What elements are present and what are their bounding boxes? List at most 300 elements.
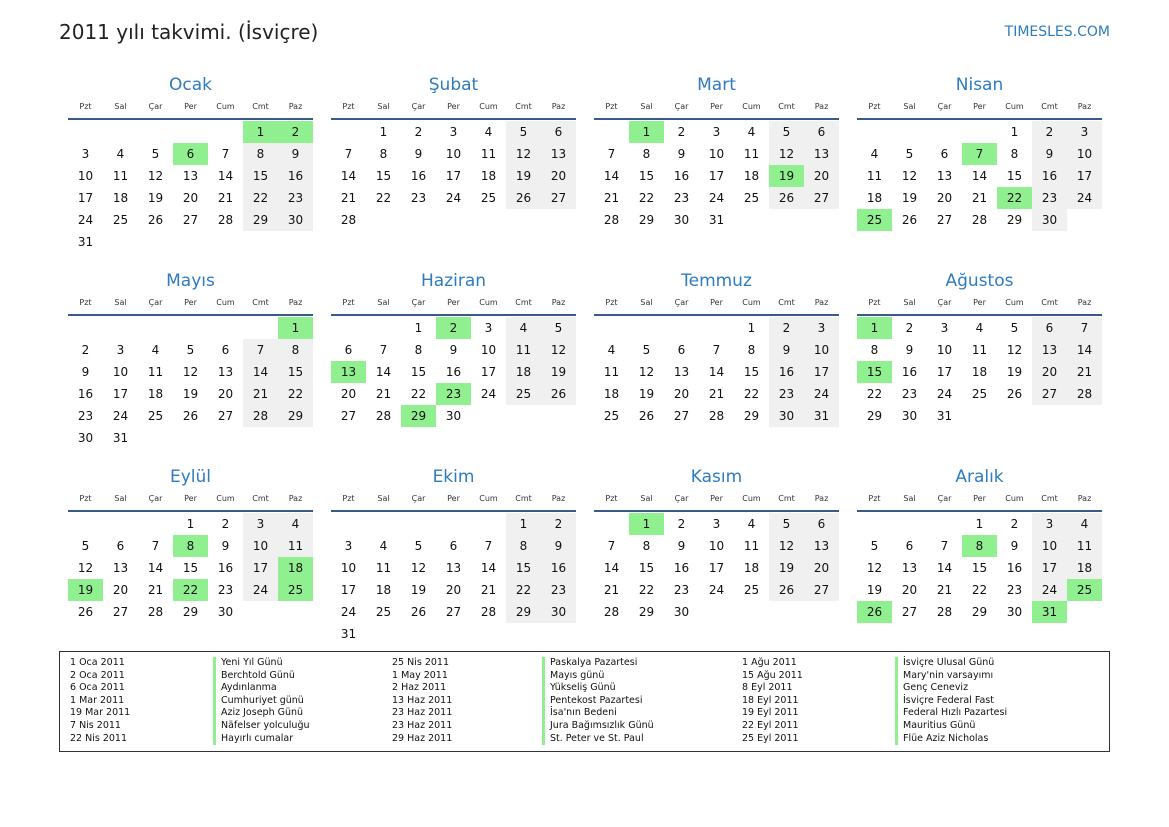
day-cell: 7 — [344, 147, 353, 161]
weekday-label: Paz — [551, 494, 566, 503]
week-row — [68, 405, 313, 427]
month-name: Mart — [697, 75, 736, 95]
day-cell: 6 — [541, 121, 576, 143]
day-cell: 12 — [901, 169, 918, 183]
weekday-label: Per — [710, 102, 723, 111]
weekday-header — [594, 96, 839, 118]
day-cell: 14 — [243, 361, 278, 383]
day-cell: 19 — [410, 583, 427, 597]
day-cell: 22 — [506, 579, 541, 601]
header-divider — [331, 118, 576, 120]
legend-holiday-name: Aziz Joseph Günü — [213, 707, 310, 720]
day-cell: 24 — [1067, 187, 1102, 209]
day-cell: 17 — [77, 191, 94, 205]
legend-names-column — [895, 657, 1007, 745]
legend-holiday-name: Berchtold Günü — [213, 670, 310, 683]
legend-date: 8 Eyl 2011 — [742, 682, 793, 694]
week-row — [68, 601, 313, 623]
day-cell: 27 — [112, 605, 129, 619]
day-cell: 3 — [243, 513, 278, 535]
day-cell: 5 — [541, 317, 576, 339]
day-cell: 18 — [866, 191, 883, 205]
day-cell: 31 — [708, 213, 725, 227]
day-cell: 20 — [804, 557, 839, 579]
empty-day-cell — [769, 601, 804, 623]
day-cell: 6 — [344, 343, 353, 357]
day-cell: 29 — [743, 409, 760, 423]
weekday-label: Per — [710, 494, 723, 503]
empty-day-cell — [506, 405, 541, 427]
weekday-label: Cum — [479, 494, 498, 503]
day-cell: 7 — [962, 143, 997, 165]
weekday-label: Cmt — [1041, 298, 1058, 307]
empty-day-cell — [401, 513, 436, 535]
day-cell: 21 — [480, 583, 497, 597]
day-cell: 24 — [480, 387, 497, 401]
day-cell: 28 — [708, 409, 725, 423]
empty-day-cell — [1067, 209, 1102, 231]
day-cell: 23 — [77, 409, 94, 423]
month-name: Ağustos — [945, 271, 1014, 291]
day-cell: 11 — [112, 169, 129, 183]
day-cell: 13 — [901, 561, 918, 575]
day-cell: 22 — [410, 387, 427, 401]
day-cell: 12 — [866, 561, 883, 575]
day-cell: 1 — [186, 517, 195, 531]
week-row — [594, 579, 839, 601]
legend-date: 19 Mar 2011 — [70, 707, 131, 719]
empty-day-cell — [594, 513, 629, 535]
day-cell: 11 — [866, 169, 883, 183]
day-cell: 26 — [901, 213, 918, 227]
weekday-header — [331, 488, 576, 510]
empty-day-cell — [962, 405, 997, 427]
empty-day-cell — [278, 601, 313, 623]
empty-day-cell — [962, 121, 997, 143]
day-cell: 3 — [1032, 513, 1067, 535]
day-cell: 28 — [340, 213, 357, 227]
day-cell: 12 — [147, 169, 164, 183]
weekday-label: Cmt — [778, 102, 795, 111]
legend-dates-column — [392, 657, 452, 745]
empty-day-cell — [997, 405, 1032, 427]
header-divider — [331, 510, 576, 512]
day-cell: 10 — [708, 147, 725, 161]
day-cell: 22 — [278, 383, 313, 405]
day-cell: 4 — [747, 517, 756, 531]
weekday-label: Paz — [814, 494, 829, 503]
empty-day-cell — [68, 121, 103, 143]
day-cell: 22 — [743, 387, 760, 401]
day-cell: 28 — [936, 605, 953, 619]
month-name: Şubat — [428, 75, 479, 95]
weekday-label: Sal — [114, 494, 127, 503]
day-cell: 3 — [344, 539, 353, 553]
day-cell: 26 — [638, 409, 655, 423]
day-cell: 18 — [603, 387, 620, 401]
day-cell: 7 — [607, 539, 616, 553]
day-cell: 25 — [375, 605, 392, 619]
day-cell: 8 — [642, 539, 651, 553]
day-cell: 1 — [857, 317, 892, 339]
day-cell: 7 — [484, 539, 493, 553]
weekday-label: Per — [447, 298, 460, 307]
day-cell: 20 — [112, 583, 129, 597]
empty-day-cell — [401, 209, 436, 231]
day-cell: 26 — [769, 187, 804, 209]
day-cell: 2 — [414, 125, 423, 139]
day-cell: 27 — [804, 187, 839, 209]
weekday-label: Pzt — [605, 298, 618, 307]
day-cell: 19 — [901, 191, 918, 205]
day-cell: 5 — [186, 343, 195, 357]
day-cell: 14 — [1067, 339, 1102, 361]
day-cell: 21 — [971, 191, 988, 205]
legend-holiday-name: Flüe Aziz Nicholas — [895, 733, 1007, 746]
day-cell: 12 — [769, 535, 804, 557]
day-cell: 9 — [414, 147, 423, 161]
legend-date: 22 Eyl 2011 — [742, 719, 799, 731]
day-cell: 11 — [743, 147, 760, 161]
day-cell: 6 — [221, 343, 230, 357]
month-calendar — [331, 270, 576, 458]
day-cell: 10 — [708, 539, 725, 553]
day-cell: 15 — [971, 561, 988, 575]
day-cell: 19 — [541, 361, 576, 383]
legend-holiday-name: Jura Bağımsızlık Günü — [542, 720, 654, 733]
day-cell: 15 — [1006, 169, 1023, 183]
day-cell: 11 — [603, 365, 620, 379]
day-cell: 4 — [278, 513, 313, 535]
day-cell: 26 — [410, 605, 427, 619]
legend-date: 22 Nis 2011 — [70, 732, 127, 744]
day-cell: 6 — [1032, 317, 1067, 339]
week-row — [594, 557, 839, 579]
day-cell: 20 — [673, 387, 690, 401]
day-cell: 27 — [340, 409, 357, 423]
legend-date: 15 Ağu 2011 — [742, 669, 803, 681]
week-row — [68, 427, 313, 449]
week-row — [594, 317, 839, 339]
day-cell: 28 — [480, 605, 497, 619]
week-row — [68, 513, 313, 535]
empty-day-cell — [68, 513, 103, 535]
day-cell: 18 — [480, 169, 497, 183]
empty-day-cell — [471, 405, 506, 427]
weekday-label: Cmt — [1041, 494, 1058, 503]
day-cell: 8 — [870, 343, 879, 357]
day-cell: 5 — [414, 539, 423, 553]
legend-dates-column — [70, 657, 130, 745]
day-cell: 26 — [541, 383, 576, 405]
day-cell: 6 — [173, 143, 208, 165]
day-cell: 24 — [340, 605, 357, 619]
day-cell: 14 — [708, 365, 725, 379]
weekday-label: Çar — [674, 298, 689, 307]
day-cell: 14 — [480, 561, 497, 575]
day-cell: 21 — [936, 583, 953, 597]
empty-day-cell — [173, 317, 208, 339]
weekday-header — [857, 292, 1102, 314]
header-divider — [331, 314, 576, 316]
day-cell: 11 — [506, 339, 541, 361]
day-cell: 29 — [1006, 213, 1023, 227]
day-cell: 14 — [603, 169, 620, 183]
day-cell: 25 — [1067, 579, 1102, 601]
day-cell: 2 — [769, 317, 804, 339]
day-cell: 2 — [541, 513, 576, 535]
day-cell: 16 — [278, 165, 313, 187]
day-cell: 3 — [804, 317, 839, 339]
empty-day-cell — [103, 231, 138, 253]
legend-holiday-name: Paskalya Pazartesi — [542, 657, 654, 670]
header-divider — [68, 510, 313, 512]
day-cell: 3 — [81, 147, 90, 161]
week-row — [331, 513, 576, 535]
empty-day-cell — [68, 317, 103, 339]
day-cell: 29 — [243, 209, 278, 231]
day-cell: 25 — [603, 409, 620, 423]
legend-date: 6 Oca 2011 — [70, 682, 125, 694]
weekday-label: Pzt — [342, 494, 355, 503]
day-cell: 17 — [804, 361, 839, 383]
legend-date: 29 Haz 2011 — [392, 732, 453, 744]
day-cell: 10 — [480, 343, 497, 357]
day-cell: 27 — [804, 579, 839, 601]
month-calendar — [857, 74, 1102, 262]
day-cell: 28 — [971, 213, 988, 227]
day-cell: 9 — [278, 143, 313, 165]
week-row — [331, 579, 576, 601]
day-cell: 18 — [743, 169, 760, 183]
weekday-label: Cum — [216, 494, 235, 503]
day-cell: 14 — [603, 561, 620, 575]
day-cell: 29 — [866, 409, 883, 423]
weekday-header — [68, 292, 313, 314]
weekday-label: Pzt — [868, 102, 881, 111]
week-row — [331, 143, 576, 165]
day-cell: 13 — [445, 561, 462, 575]
week-row — [331, 121, 576, 143]
day-cell: 21 — [708, 387, 725, 401]
week-row — [594, 187, 839, 209]
day-cell: 18 — [971, 365, 988, 379]
day-cell: 27 — [936, 213, 953, 227]
empty-day-cell — [892, 513, 927, 535]
weekday-label: Pzt — [605, 102, 618, 111]
day-cell: 16 — [1032, 165, 1067, 187]
week-row — [68, 231, 313, 253]
day-cell: 24 — [804, 383, 839, 405]
day-cell: 27 — [673, 409, 690, 423]
legend-date: 23 Haz 2011 — [392, 719, 453, 731]
day-cell: 11 — [278, 535, 313, 557]
day-cell: 1 — [243, 121, 278, 143]
day-cell: 18 — [743, 561, 760, 575]
day-cell: 29 — [506, 601, 541, 623]
legend-holiday-name: St. Peter ve St. Paul — [542, 733, 654, 746]
week-row — [331, 339, 576, 361]
day-cell: 30 — [1032, 209, 1067, 231]
day-cell: 10 — [243, 535, 278, 557]
legend-date: 25 Eyl 2011 — [742, 732, 799, 744]
month-calendar — [594, 270, 839, 458]
day-cell: 25 — [480, 191, 497, 205]
weekday-label: Per — [973, 494, 986, 503]
day-cell: 19 — [182, 387, 199, 401]
day-cell: 2 — [677, 125, 686, 139]
empty-day-cell — [927, 513, 962, 535]
weekday-label: Per — [447, 102, 460, 111]
day-cell: 4 — [607, 343, 616, 357]
legend-holiday-name: Aydınlanma — [213, 682, 310, 695]
day-cell: 9 — [1010, 539, 1019, 553]
page-title: 2011 yılı takvimi. (İsviçre) — [59, 20, 319, 44]
day-cell: 1 — [1010, 125, 1019, 139]
weekday-label: Çar — [411, 298, 426, 307]
day-cell: 14 — [936, 561, 953, 575]
day-cell: 13 — [112, 561, 129, 575]
month-calendar — [68, 270, 313, 458]
week-row — [857, 143, 1102, 165]
day-cell: 28 — [147, 605, 164, 619]
weekday-label: Sal — [640, 102, 653, 111]
day-cell: 31 — [112, 431, 129, 445]
empty-day-cell — [629, 317, 664, 339]
day-cell: 2 — [436, 317, 471, 339]
day-cell: 24 — [112, 409, 129, 423]
month-name: Kasım — [690, 467, 743, 487]
day-cell: 23 — [217, 583, 234, 597]
day-cell: 13 — [673, 365, 690, 379]
day-cell: 9 — [221, 539, 230, 553]
day-cell: 4 — [1067, 513, 1102, 535]
empty-day-cell — [208, 231, 243, 253]
day-cell: 22 — [243, 187, 278, 209]
legend-date: 7 Nis 2011 — [70, 719, 121, 731]
weekday-header — [857, 488, 1102, 510]
week-row — [857, 513, 1102, 535]
weekday-label: Per — [447, 494, 460, 503]
day-cell: 13 — [541, 143, 576, 165]
day-cell: 24 — [936, 387, 953, 401]
legend-holiday-name: Cumhuriyet günü — [213, 695, 310, 708]
day-cell: 9 — [905, 343, 914, 357]
day-cell: 23 — [1006, 583, 1023, 597]
day-cell: 9 — [769, 339, 804, 361]
day-cell: 18 — [147, 387, 164, 401]
day-cell: 17 — [340, 583, 357, 597]
day-cell: 4 — [747, 125, 756, 139]
day-cell: 12 — [506, 143, 541, 165]
empty-day-cell — [243, 317, 278, 339]
day-cell: 17 — [708, 561, 725, 575]
day-cell: 23 — [769, 383, 804, 405]
day-cell: 25 — [971, 387, 988, 401]
day-cell: 4 — [506, 317, 541, 339]
day-cell: 27 — [182, 213, 199, 227]
day-cell: 12 — [410, 561, 427, 575]
week-row — [331, 557, 576, 579]
day-cell: 21 — [375, 387, 392, 401]
day-cell: 9 — [677, 147, 686, 161]
empty-day-cell — [138, 121, 173, 143]
day-cell: 23 — [673, 191, 690, 205]
day-cell: 17 — [936, 365, 953, 379]
weekday-label: Cmt — [515, 494, 532, 503]
legend-date: 1 Mar 2011 — [70, 694, 125, 706]
day-cell: 11 — [375, 561, 392, 575]
day-cell: 13 — [936, 169, 953, 183]
empty-day-cell — [103, 317, 138, 339]
day-cell: 9 — [677, 539, 686, 553]
day-cell: 17 — [243, 557, 278, 579]
legend-holiday-name: İsa'nın Bedeni — [542, 707, 654, 720]
day-cell: 19 — [638, 387, 655, 401]
day-cell: 16 — [769, 361, 804, 383]
week-row — [857, 383, 1102, 405]
day-cell: 13 — [1032, 339, 1067, 361]
day-cell: 1 — [379, 125, 388, 139]
month-calendar — [331, 466, 576, 654]
day-cell: 5 — [870, 539, 879, 553]
day-cell: 22 — [866, 387, 883, 401]
header-divider — [857, 510, 1102, 512]
legend-holiday-name: Mayıs günü — [542, 670, 654, 683]
day-cell: 27 — [1032, 383, 1067, 405]
day-cell: 22 — [375, 191, 392, 205]
weekday-label: Per — [973, 102, 986, 111]
day-cell: 29 — [638, 605, 655, 619]
day-cell: 29 — [182, 605, 199, 619]
day-cell: 24 — [708, 583, 725, 597]
weekday-label: Sal — [903, 298, 916, 307]
weekday-label: Per — [184, 298, 197, 307]
week-row — [331, 623, 576, 645]
day-cell: 22 — [638, 191, 655, 205]
day-cell: 19 — [506, 165, 541, 187]
empty-day-cell — [366, 209, 401, 231]
day-cell: 30 — [278, 209, 313, 231]
day-cell: 30 — [769, 405, 804, 427]
day-cell: 26 — [147, 213, 164, 227]
day-cell: 25 — [743, 191, 760, 205]
day-cell: 8 — [278, 339, 313, 361]
day-cell: 9 — [449, 343, 458, 357]
empty-day-cell — [173, 121, 208, 143]
weekday-label: Paz — [814, 102, 829, 111]
day-cell: 12 — [638, 365, 655, 379]
site-brand-link[interactable]: TIMESLES.COM — [1004, 24, 1110, 40]
day-cell: 16 — [901, 365, 918, 379]
day-cell: 15 — [243, 165, 278, 187]
day-cell: 31 — [936, 409, 953, 423]
day-cell: 7 — [712, 343, 721, 357]
day-cell: 11 — [1067, 535, 1102, 557]
day-cell: 17 — [445, 169, 462, 183]
weekday-label: Paz — [551, 298, 566, 307]
legend-holiday-name: Pentekost Pazartesi — [542, 695, 654, 708]
week-row — [68, 361, 313, 383]
week-row — [68, 317, 313, 339]
day-cell: 25 — [147, 409, 164, 423]
weekday-label: Pzt — [868, 298, 881, 307]
week-row — [68, 383, 313, 405]
month-calendar — [857, 466, 1102, 654]
day-cell: 3 — [940, 321, 949, 335]
day-cell: 20 — [901, 583, 918, 597]
empty-day-cell — [471, 513, 506, 535]
